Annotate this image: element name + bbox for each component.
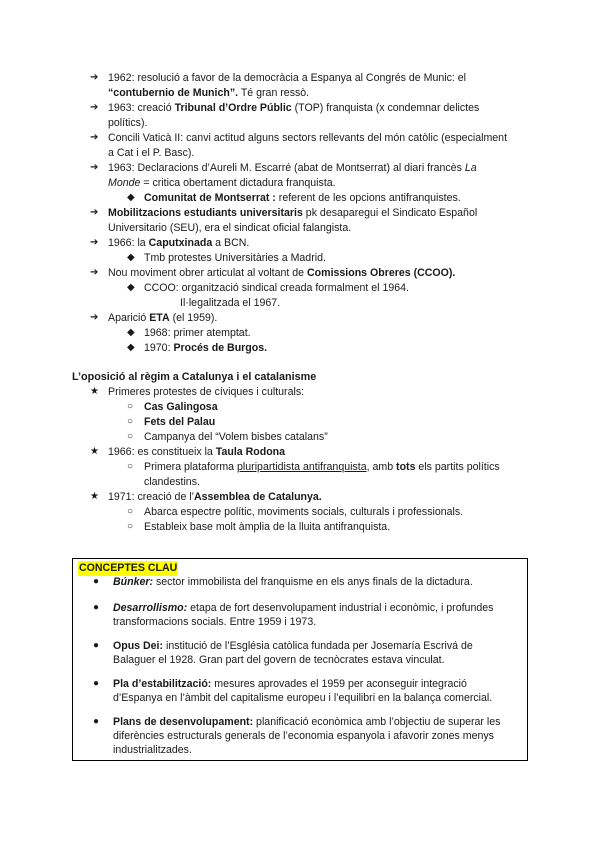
star-bullet-icon: ★ — [90, 386, 99, 397]
list-item-text: Primeres protestes de cíviques i culturals: — [108, 386, 305, 398]
circle-bullet-icon: ○ — [127, 461, 134, 472]
concept-item-cont: diferències estructurals generals de l’economia espanyola i afavorir zones menys — [113, 730, 494, 742]
diamond-bullet-icon: ◆ — [127, 327, 135, 338]
circle-bullet-icon: ○ — [127, 521, 134, 532]
arrow-bullet-icon: ➔ — [90, 132, 99, 143]
arrow-bullet-icon: ➔ — [90, 267, 99, 278]
section-heading: L’oposició al règim a Catalunya i el catalanisme — [72, 371, 317, 383]
concept-item-cont: transformacions socials. Entre 1959 i 1973. — [113, 616, 317, 628]
arrow-bullet-icon: ➔ — [90, 102, 99, 113]
arrow-bullet-icon: ➔ — [90, 237, 99, 248]
list-item-text: clandestins. — [144, 476, 200, 488]
list-item-text: Tmb protestes Universitàries a Madrid. — [144, 252, 326, 264]
concept-item: Plans de desenvolupament: planificació econòmica amb l’objectiu de superar les — [113, 716, 501, 728]
concepts-box — [72, 558, 528, 761]
concept-item: Desarrollismo: etapa de fort desenvolupament industrial i econòmic, i profundes — [113, 602, 494, 614]
arrow-bullet-icon: ➔ — [90, 312, 99, 323]
list-item-text: 1970: Procés de Burgos. — [144, 342, 268, 354]
list-item-text: 1963: Declaracions d’Aureli M. Escarré (abat de Montserrat) al diari francès La — [108, 162, 477, 174]
concept-item: Opus Dei: institució de l’Església catòlica fundada per Josemaría Escrivá de — [113, 640, 473, 652]
arrow-bullet-icon: ➔ — [90, 72, 99, 83]
list-item-text: Monde = critica obertament dictadura franquista. — [108, 177, 336, 189]
concept-item-cont: d’Espanya en l’àmbit del capitalisme europeu i l’equilibri en la balança comercial. — [113, 692, 493, 704]
concept-item-cont: industrialitzades. — [113, 744, 192, 756]
concepts-title: CONCEPTES CLAU — [79, 562, 178, 574]
list-item-text: 1962: resolució a favor de la democràcia a Espanya al Congrés de Munic: el — [108, 72, 467, 84]
list-item-text: Estableix base molt àmplia de la lluita antifranquista. — [144, 521, 391, 533]
list-item-text: CCOO: organització sindical creada formalment el 1964. — [144, 282, 409, 294]
list-item-text: Campanya del “Volem bisbes catalans” — [144, 431, 328, 443]
diamond-bullet-icon: ◆ — [127, 252, 135, 263]
arrow-bullet-icon: ➔ — [90, 207, 99, 218]
arrow-bullet-icon: ➔ — [90, 162, 99, 173]
list-item-text: 1963: creació Tribunal d’Ordre Públic (TOP) franquista (x condemnar delictes — [108, 102, 480, 114]
dot-bullet-icon: ● — [93, 716, 100, 727]
list-item-text: Mobilitzacions estudiants universitaris pk desaparegui el Sindicato Español — [108, 207, 478, 219]
concept-item: Pla d’estabilització: mesures aprovades el 1959 per aconseguir integració — [113, 678, 467, 690]
circle-bullet-icon: ○ — [127, 431, 134, 442]
list-item-text: Nou moviment obrer articulat al voltant de Comissions Obreres (CCOO). — [108, 267, 456, 279]
list-item-text: “contubernio de Munich”. Té gran ressò. — [108, 87, 310, 99]
list-item-text: a Cat i el P. Basc). — [108, 147, 195, 159]
star-bullet-icon: ★ — [90, 491, 99, 502]
list-item-text: Abarca espectre polític, moviments socials, culturals i professionals. — [144, 506, 464, 518]
diamond-bullet-icon: ◆ — [127, 282, 135, 293]
list-item-text: 1966: la Caputxinada a BCN. — [108, 237, 250, 249]
list-item-text: Concili Vaticà II: canvi actitud alguns sectors rellevants del món catòlic (especialment — [108, 132, 508, 144]
circle-bullet-icon: ○ — [127, 401, 134, 412]
list-item-text: Cas Galingosa — [144, 401, 218, 413]
list-item-text: 1968: primer atemptat. — [144, 327, 251, 339]
list-item-text: Fets del Palau — [144, 416, 216, 428]
diamond-bullet-icon: ◆ — [127, 342, 135, 353]
concept-item: Búnker: sector immobilista del franquisme en els anys finals de la dictadura. — [113, 576, 473, 588]
list-item-text: Universitario (SEU), era el sindicat oficial falangista. — [108, 222, 352, 234]
dot-bullet-icon: ● — [93, 678, 100, 689]
circle-bullet-icon: ○ — [127, 416, 134, 427]
list-item-text: Primera plataforma pluripartidista antifranquista, amb tots els partits polítics — [144, 461, 500, 473]
list-item-text: 1966: es constitueix la Taula Rodona — [108, 446, 286, 458]
list-item-text: Il·legalitzada el 1967. — [180, 297, 281, 309]
dot-bullet-icon: ● — [93, 640, 100, 651]
list-item-text: polítics). — [108, 117, 148, 129]
dot-bullet-icon: ● — [93, 576, 100, 587]
circle-bullet-icon: ○ — [127, 506, 134, 517]
dot-bullet-icon: ● — [93, 602, 100, 613]
star-bullet-icon: ★ — [90, 446, 99, 457]
list-item-text: Comunitat de Montserrat : referent de les opcions antifranquistes. — [144, 192, 461, 204]
list-item-text: Aparició ETA (el 1959). — [108, 312, 218, 324]
concept-item-cont: Balaguer el 1928. Gran part del govern de tecnòcrates estava vinculat. — [113, 654, 445, 666]
list-item-text: 1971: creació de l’Assemblea de Catalunya. — [108, 491, 322, 503]
diamond-bullet-icon: ◆ — [127, 192, 135, 203]
